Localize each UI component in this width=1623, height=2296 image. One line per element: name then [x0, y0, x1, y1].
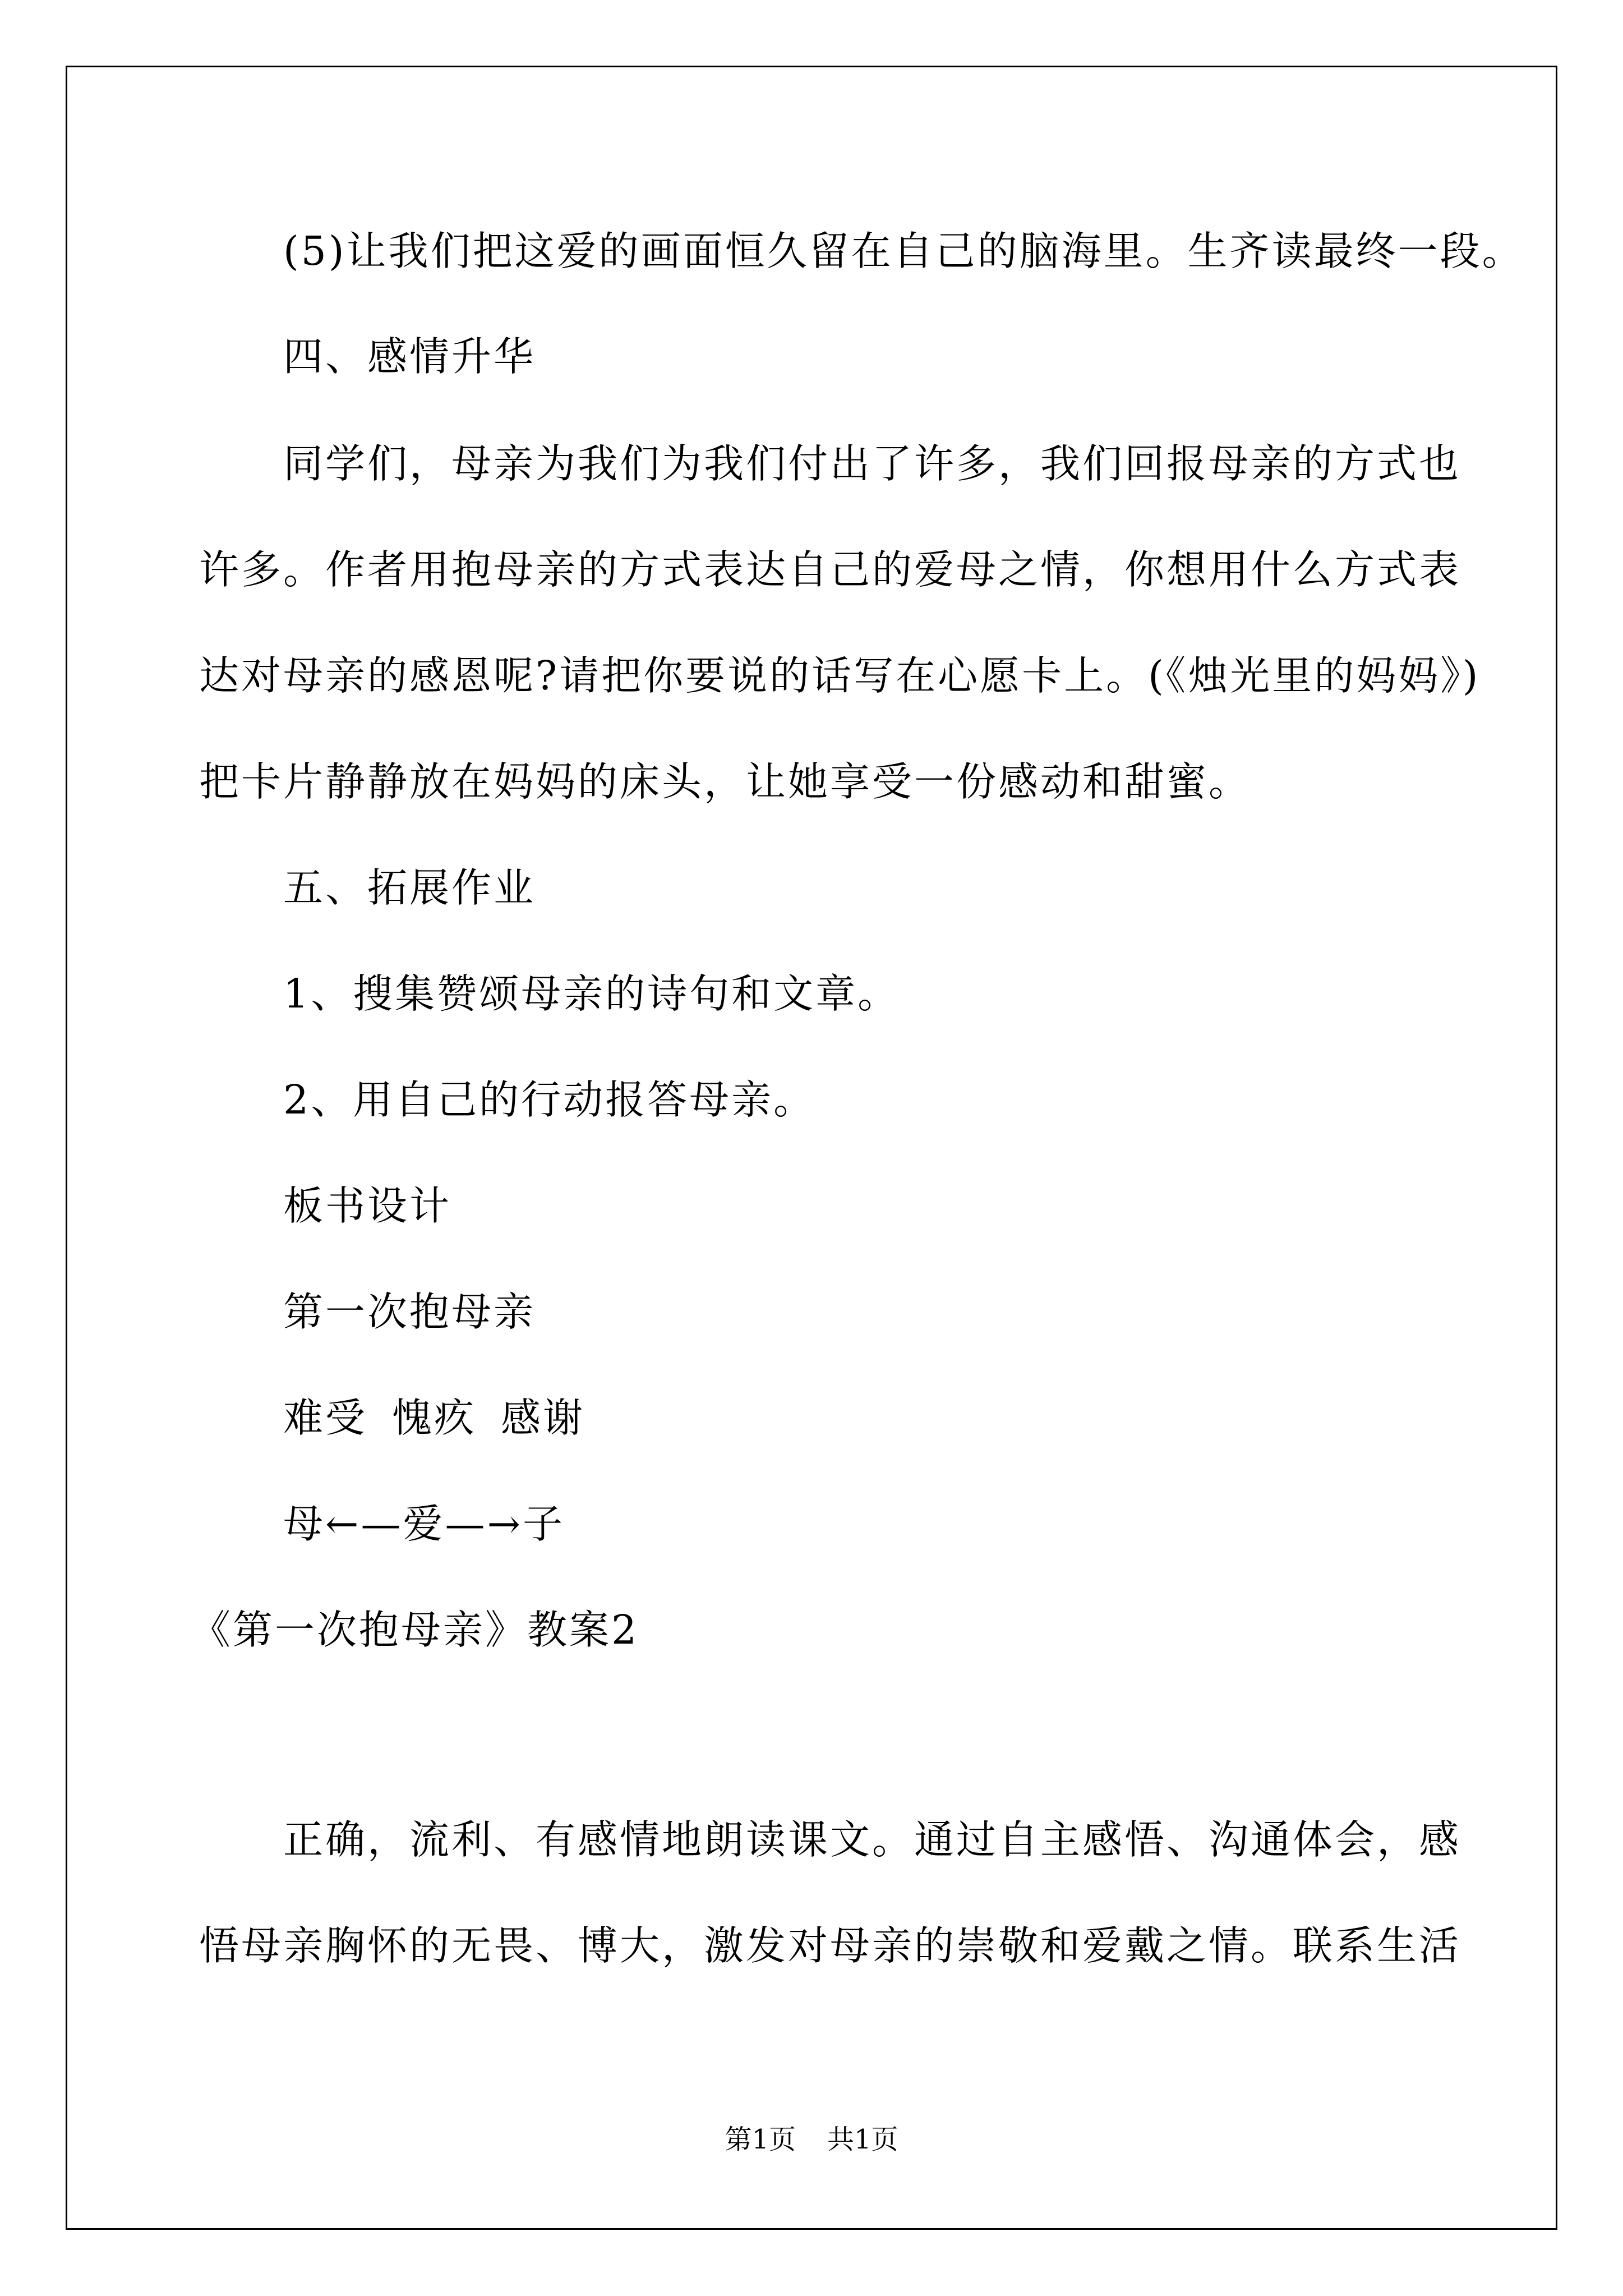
paragraph-line: 许多。作者用抱母亲的方式表达自己的爱母之情，你想用什么方式表 — [199, 546, 1461, 593]
heading-emotion-sublimation: 四、感情升华 — [283, 333, 536, 380]
paragraph-line: 达对母亲的感恩呢?请把你要说的话写在心愿卡上。(《烛光里的妈妈》) — [199, 652, 1481, 699]
page-footer — [0, 2126, 1623, 2153]
page-number: 第1页 — [725, 2124, 796, 2155]
intro-paragraph-line: 悟母亲胸怀的无畏、博大，激发对母亲的崇敬和爱戴之情。联系生活 — [199, 1922, 1461, 1969]
section-title: 《第一次抱母亲》教案2 — [191, 1607, 639, 1653]
page-total: 共1页 — [827, 2124, 898, 2155]
paragraph-line: 同学们，母亲为我们为我们付出了许多，我们回报母亲的方式也 — [283, 440, 1461, 487]
paragraph-line: 把卡片静静放在妈妈的床头，让她享受一份感动和甜蜜。 — [199, 758, 1251, 805]
board-relation: 母←—爱—→子 — [283, 1501, 565, 1547]
heading-extension-homework: 五、拓展作业 — [283, 864, 536, 911]
paragraph-reading-step-5: (5)让我们把这爱的画面恒久留在自己的脑海里。生齐读最终一段。 — [283, 228, 1524, 274]
board-word: 愧疚 — [392, 1395, 477, 1441]
homework-item-2: 2、用自己的行动报答母亲。 — [283, 1076, 816, 1123]
board-word: 感谢 — [501, 1395, 585, 1441]
board-title: 第一次抱母亲 — [283, 1289, 536, 1335]
page-border — [66, 66, 1557, 2230]
board-word: 难受 — [283, 1395, 368, 1441]
heading-board-design: 板书设计 — [283, 1182, 452, 1229]
board-words — [283, 1395, 585, 1441]
homework-item-1: 1、搜集赞颂母亲的诗句和文章。 — [283, 970, 900, 1017]
intro-paragraph-line: 正确，流利、有感情地朗读课文。通过自主感悟、沟通体会，感 — [283, 1816, 1461, 1863]
